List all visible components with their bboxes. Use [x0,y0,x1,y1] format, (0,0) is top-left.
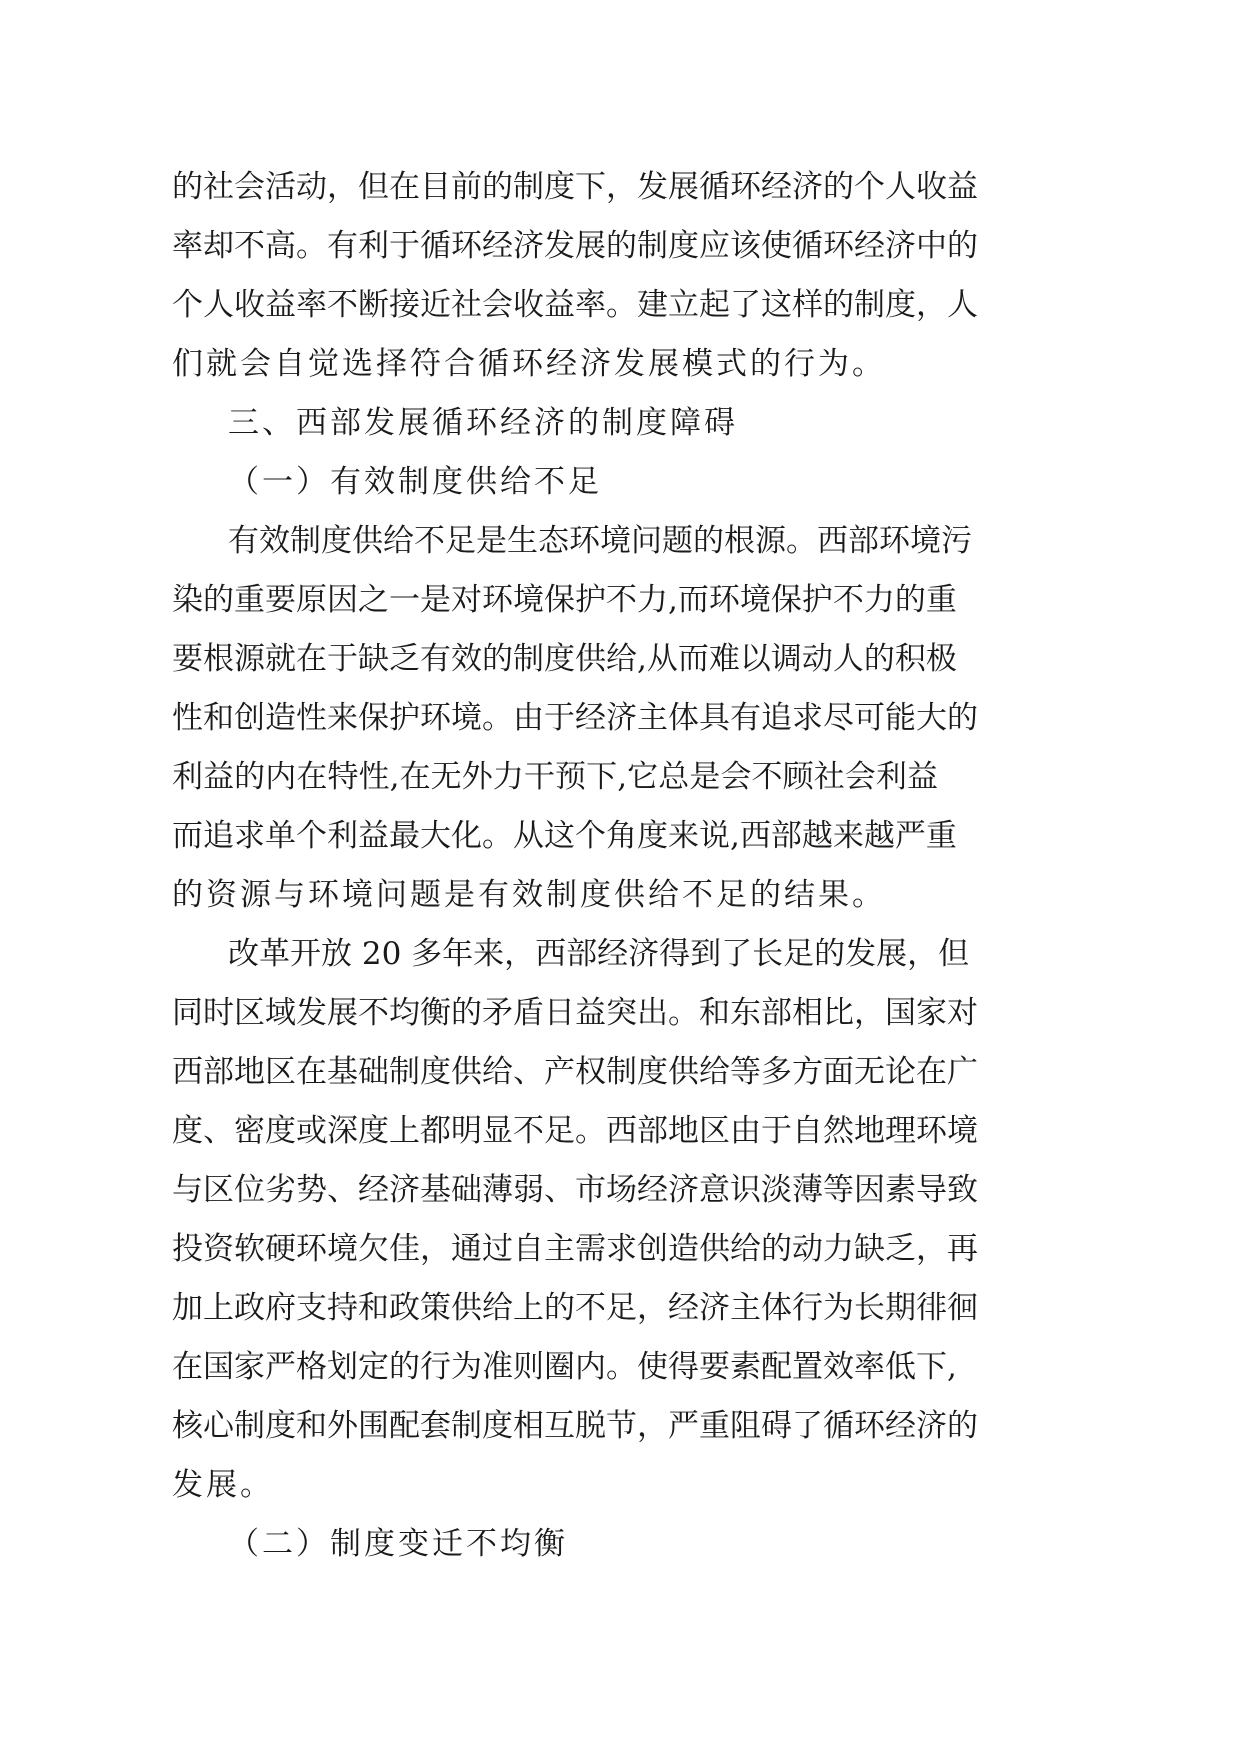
body-text-line: 改革开放 20 多年来，西部经济得到了长足的发展，但 [228,936,970,972]
body-text-line: 在国家严格划定的行为准则圈内。使得要素配置效率低下, [172,1349,957,1385]
body-text-line: 的社会活动，但在目前的制度下，发展循环经济的个人收益 [172,169,978,205]
body-text-line: 度、密度或深度上都明显不足。西部地区由于自然地理环境 [172,1113,978,1149]
body-text-line: 发展。 [172,1467,274,1503]
body-text-line: 核心制度和外围配套制度相互脱节，严重阻碍了循环经济的 [172,1408,978,1444]
body-text-line: 率却不高。有利于循环经济发展的制度应该使循环经济中的 [172,228,978,264]
body-text-line: 同时区域发展不均衡的矛盾日益突出。和东部相比，国家对 [172,995,978,1031]
body-text-line: 投资软硬环境欠佳，通过自主需求创造供给的动力缺乏，再 [172,1231,978,1267]
subsection-heading: （二）制度变迁不均衡 [228,1526,568,1562]
section-heading: 三、西部发展循环经济的制度障碍 [228,405,738,441]
body-text-line: 们就会自觉选择符合循环经济发展模式的行为。 [172,346,886,382]
body-text-line: 利益的内在特性,在无外力干预下,它总是会不顾社会利益 [172,759,938,795]
body-text-line: 而追求单个利益最大化。从这个角度来说,西部越来越严重 [172,818,957,854]
body-text-line: 与区位劣势、经济基础薄弱、市场经济意识淡薄等因素导致 [172,1172,978,1208]
body-text-line: 的资源与环境问题是有效制度供给不足的结果。 [172,877,886,913]
body-text-line: 有效制度供给不足是生态环境问题的根源。西部环境污 [228,523,972,559]
body-text-line: 染的重要原因之一是对环境保护不力,而环境保护不力的重 [172,582,957,618]
body-text-line: 西部地区在基础制度供给、产权制度供给等多方面无论在广 [172,1054,978,1090]
body-text-line: 性和创造性来保护环境。由于经济主体具有追求尽可能大的 [172,700,978,736]
body-text-line: 个人收益率不断接近社会收益率。建立起了这样的制度，人 [172,287,978,323]
subsection-heading: （一）有效制度供给不足 [228,464,602,500]
body-text-line: 要根源就在于缺乏有效的制度供给,从而难以调动人的积极 [172,641,957,677]
body-text-line: 加上政府支持和政策供给上的不足，经济主体行为长期徘徊 [172,1290,978,1326]
